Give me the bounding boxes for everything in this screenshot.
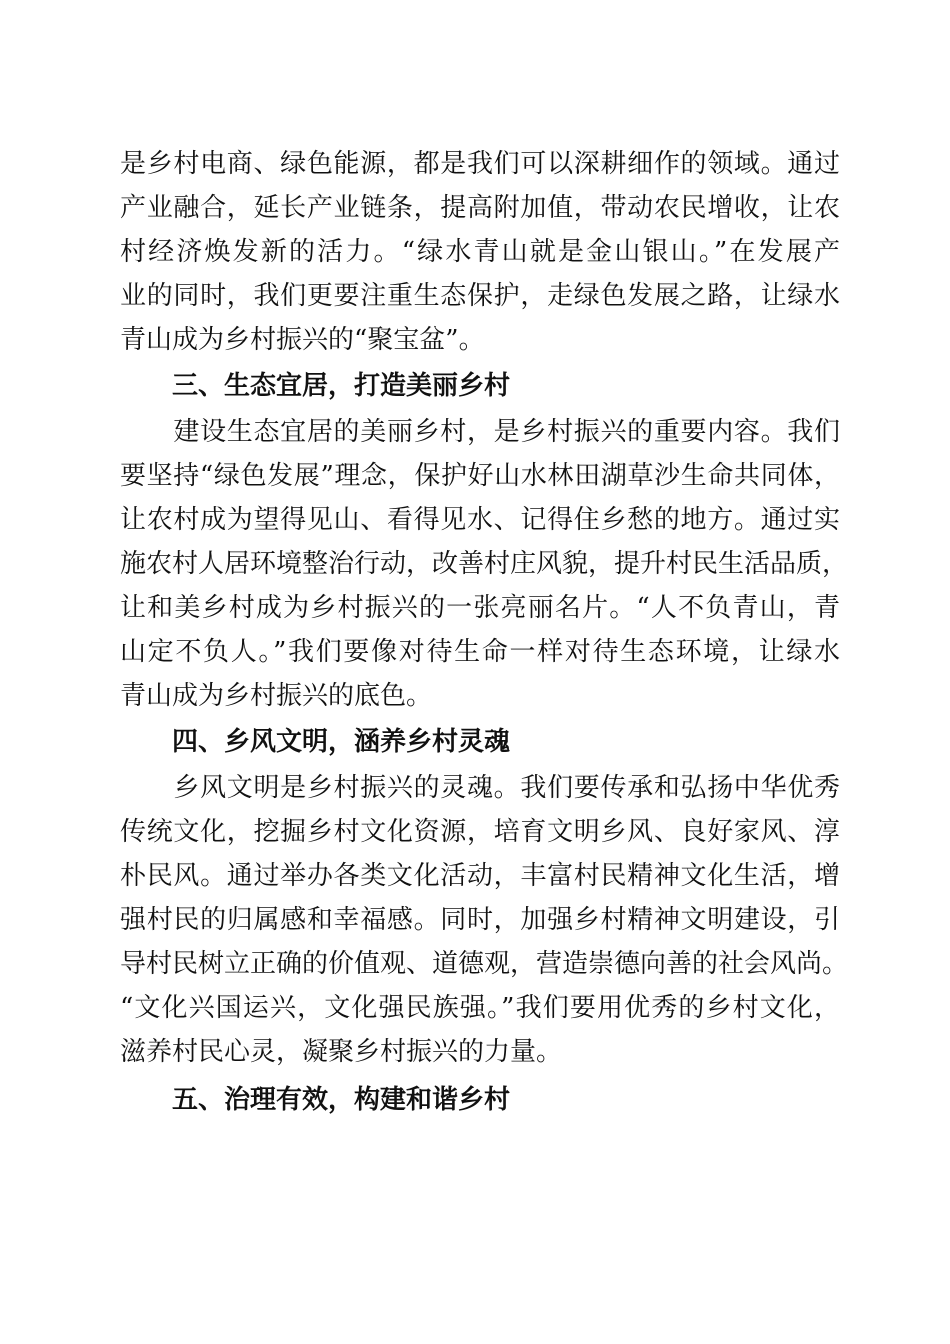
paragraph-line: 导村民树立正确的价值观、道德观，营造崇德向善的社会风尚。 bbox=[120, 949, 849, 979]
section-heading: 四、乡风文明，涵养乡村灵魂 bbox=[172, 727, 511, 757]
section-heading: 三、生态宜居，打造美丽乡村 bbox=[172, 371, 511, 401]
paragraph-line: 强村民的归属感和幸福感。同时，加强乡村精神文明建设，引 bbox=[120, 905, 840, 935]
paragraph-line: 乡风文明是乡村振兴的灵魂。我们要传承和弘扬中华优秀 bbox=[120, 773, 840, 803]
section-heading: 五、治理有效，构建和谐乡村 bbox=[172, 1085, 511, 1115]
paragraph-line: 传统文化，挖掘乡村文化资源，培育文明乡风、良好家风、淳 bbox=[120, 817, 840, 847]
paragraph-line: 要坚持“绿色发展”理念，保护好山水林田湖草沙生命共同体， bbox=[120, 461, 840, 491]
paragraph-line: 是乡村电商、绿色能源，都是我们可以深耕细作的领域。通过 bbox=[120, 149, 840, 179]
paragraph-line: 朴民风。通过举办各类文化活动，丰富村民精神文化生活，增 bbox=[120, 861, 840, 891]
paragraph-line: 滋养村民心灵，凝聚乡村振兴的力量。 bbox=[120, 1037, 563, 1067]
paragraph-line: “文化兴国运兴，文化强民族强。”我们要用优秀的乡村文化， bbox=[120, 993, 840, 1023]
paragraph-line: 产业融合，延长产业链条，提高附加值，带动农民增收，让农 bbox=[120, 193, 840, 223]
paragraph-line: 让和美乡村成为乡村振兴的一张亮丽名片。“人不负青山，青 bbox=[120, 593, 840, 623]
paragraph-line: 业的同时，我们更要注重生态保护，走绿色发展之路，让绿水 bbox=[120, 281, 840, 311]
paragraph-line: 建设生态宜居的美丽乡村，是乡村振兴的重要内容。我们 bbox=[120, 417, 840, 447]
paragraph-line: 村经济焕发新的活力。“绿水青山就是金山银山。”在发展产 bbox=[120, 237, 840, 267]
paragraph-line: 青山成为乡村振兴的底色。 bbox=[120, 681, 433, 711]
paragraph-line: 青山成为乡村振兴的“聚宝盆”。 bbox=[120, 325, 485, 355]
paragraph-line: 施农村人居环境整治行动，改善村庄风貌，提升村民生活品质， bbox=[120, 549, 849, 579]
paragraph-line: 山定不负人。”我们要像对待生命一样对待生态环境，让绿水 bbox=[120, 637, 840, 667]
paragraph-line: 让农村成为望得见山、看得见水、记得住乡愁的地方。通过实 bbox=[120, 505, 840, 535]
